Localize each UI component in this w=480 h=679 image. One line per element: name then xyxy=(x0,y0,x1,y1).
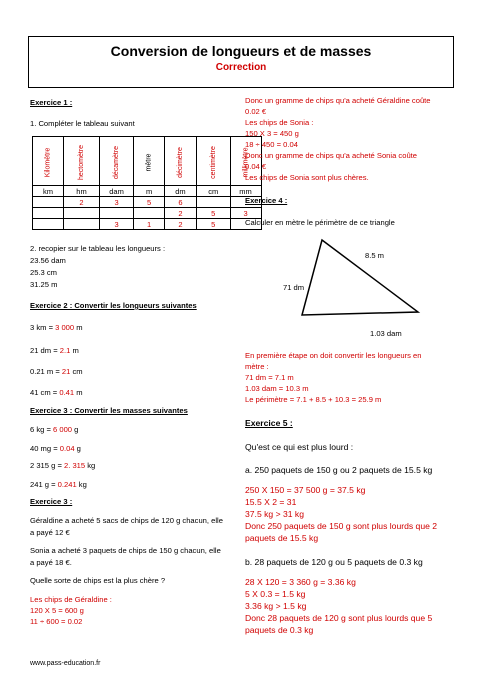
ex3a-title: Exercice 3 : Convertir les masses suivantes xyxy=(30,406,188,415)
table-row: 3 1 2 5 xyxy=(33,219,262,230)
answer-line: 15.5 X 2 = 31 xyxy=(245,497,297,507)
triangle-label: 8.5 m xyxy=(365,251,384,260)
page-title: Conversion de longueurs et de masses xyxy=(110,43,372,59)
triangle-figure xyxy=(300,235,430,325)
unit-abbr: dm xyxy=(165,186,197,197)
answer-line: 28 X 120 = 3 360 g = 3.36 kg xyxy=(245,577,356,587)
unit-header: Kilomètre xyxy=(33,137,64,186)
answer-line: 3.36 kg > 1.5 kg xyxy=(245,601,307,611)
unit-header: décamètre xyxy=(100,137,134,186)
answer-line: 0.04 € xyxy=(245,162,267,171)
unit-abbr: m xyxy=(134,186,165,197)
triangle-label: 1.03 dam xyxy=(370,329,402,338)
ex1-title: Exercice 1 : xyxy=(30,98,73,107)
answer-line: Donc 250 paquets de 150 g sont plus lourds que 2 xyxy=(245,521,438,531)
unit-header: millimètre xyxy=(230,137,261,186)
answer-line: Les chips de Sonia sont plus chères. xyxy=(245,173,369,182)
text-line: Quelle sorte de chips est la plus chère ? xyxy=(30,576,166,585)
conversion-item: 6 kg = 6 000 g xyxy=(30,425,79,434)
unit-header: centimètre xyxy=(196,137,230,186)
ex5-title: Exercice 5 : xyxy=(245,418,293,428)
unit-abbr: cm xyxy=(196,186,230,197)
unit-abbr: km xyxy=(33,186,64,197)
conversion-item: 21 dm = 2.1 m xyxy=(30,346,79,355)
conversion-table xyxy=(32,136,262,230)
unit-header: mètre xyxy=(134,137,165,186)
triangle-label: 71 dm xyxy=(283,283,305,292)
answer-line: Donc un gramme de chips qu'a acheté Géraldine coûte xyxy=(245,96,431,105)
ex5-question: Qu'est ce qui est plus lourd : xyxy=(245,442,354,452)
unit-abbr: hm xyxy=(64,186,100,197)
table-row: 2 3 5 6 xyxy=(33,197,262,208)
answer-line: 0.02 € xyxy=(245,107,267,116)
length-item: 23.56 dam xyxy=(30,256,66,265)
text-line: a payé 18 €. xyxy=(30,558,72,567)
answer-line: mètre : xyxy=(245,362,269,371)
conversion-item: 241 g = 0.241 kg xyxy=(30,480,87,489)
text-line: a payé 12 € xyxy=(30,528,70,537)
ex5-a-question: a. 250 paquets de 150 g ou 2 paquets de 15.5 kg xyxy=(245,465,433,475)
ex1-q2: 2. recopier sur le tableau les longueurs : xyxy=(30,244,166,253)
answer-line: 37.5 kg > 31 kg xyxy=(245,509,305,519)
length-item: 25.3 cm xyxy=(30,268,58,277)
unit-abbr: dam xyxy=(100,186,134,197)
ex1-q1: 1. Compléter le tableau suivant xyxy=(30,119,135,128)
answer-line: Les chips de Sonia : xyxy=(245,118,314,127)
answer-line: En première étape on doit convertir les longueurs en xyxy=(245,351,422,360)
table-row: 2 5 3 xyxy=(33,208,262,219)
conversion-item: 0.21 m = 21 cm xyxy=(30,367,83,376)
footer-url[interactable]: www.pass-education.fr xyxy=(30,660,101,667)
answer-line: Donc 28 paquets de 120 g sont plus lourds que 5 xyxy=(245,613,433,623)
unit-abbr: mm xyxy=(230,186,261,197)
ex4-question: Calculer en mètre le périmètre de ce triangle xyxy=(245,218,395,227)
answer-line: paquets de 0.3 kg xyxy=(245,625,314,635)
answer-line: 150 X 3 = 450 g xyxy=(245,129,299,138)
unit-header: hectomètre xyxy=(64,137,100,186)
header-box xyxy=(28,36,454,88)
unit-header: décimètre xyxy=(165,137,197,186)
length-item: 31.25 m xyxy=(30,280,58,289)
answer-line: 18 ÷ 450 = 0.04 xyxy=(245,140,298,149)
triangle-shape xyxy=(302,240,418,315)
ex2-title: Exercice 2 : Convertir les longueurs suivantes xyxy=(30,301,197,310)
conversion-item: 41 cm = 0.41 m xyxy=(30,388,83,397)
ex5-b-question: b. 28 paquets de 120 g ou 5 paquets de 0.3 kg xyxy=(245,557,423,567)
page-subtitle: Correction xyxy=(215,62,267,73)
text-line: Sonia a acheté 3 paquets de chips de 150 g chacun, elle xyxy=(30,546,221,555)
answer-line: Donc un gramme de chips qu'a acheté Sonia coûte xyxy=(245,151,417,160)
answer-line: 250 X 150 = 37 500 g = 37.5 kg xyxy=(245,485,366,495)
conversion-item: 3 km = 3 000 m xyxy=(30,323,83,332)
answer-line: Le périmètre = 7.1 + 8.5 + 10.3 = 25.9 m xyxy=(245,395,382,404)
answer-line: 71 dm = 7.1 m xyxy=(245,373,294,382)
conversion-item: 40 mg = 0.04 g xyxy=(30,444,81,453)
text-line: Géraldine a acheté 5 sacs de chips de 120 g chacun, elle xyxy=(30,516,223,525)
answer-line: Les chips de Géraldine : xyxy=(30,595,112,604)
ex4-title: Exercice 4 : xyxy=(245,196,288,205)
answer-line: 11 ÷ 600 = 0.02 xyxy=(30,617,83,626)
ex3b-title: Exercice 3 : xyxy=(30,497,73,506)
conversion-item: 2 315 g = 2. 315 kg xyxy=(30,461,96,470)
answer-line: 1.03 dam = 10.3 m xyxy=(245,384,309,393)
answer-line: paquets de 15.5 kg xyxy=(245,533,319,543)
answer-line: 120 X 5 = 600 g xyxy=(30,606,84,615)
answer-line: 5 X 0.3 = 1.5 kg xyxy=(245,589,306,599)
